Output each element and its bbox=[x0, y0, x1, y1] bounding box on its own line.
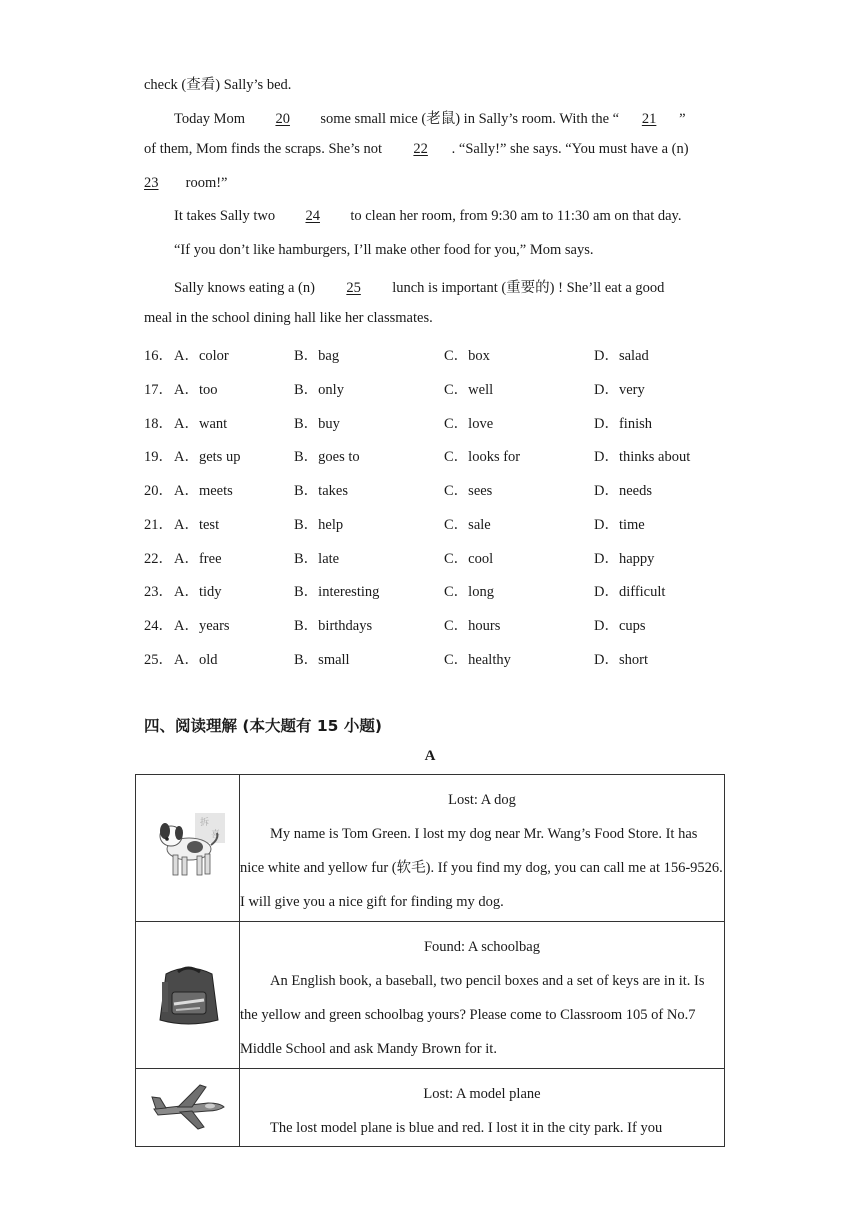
passage-line bbox=[174, 276, 664, 297]
option-a: A．color bbox=[174, 348, 229, 364]
option-c: C．healthy bbox=[444, 652, 511, 668]
passage-line: “If you don’t like hamburgers, I’ll make other food for you,” Mom says. bbox=[174, 242, 594, 258]
option-c: C．cool bbox=[444, 551, 494, 567]
question-18-options bbox=[144, 412, 724, 432]
question-16-options bbox=[144, 344, 724, 364]
option-a: A．years bbox=[174, 618, 230, 634]
option-b: B．only bbox=[294, 382, 344, 398]
option-c: C．box bbox=[444, 348, 490, 364]
notice-image-cell bbox=[136, 775, 240, 922]
notice-body: The lost model plane is blue and red. I lost it in the city park. If you bbox=[270, 1120, 663, 1136]
notice-body: An English book, a baseball, two pencil boxes and a set of keys are in it. Is the yellow and green schoolbag yours? Please come to Classroom 105 of No.7 Middle School and ask Mandy Brown for it. bbox=[240, 973, 705, 1057]
notice-title: Found: A schoolbag bbox=[423, 939, 540, 955]
notice-text-cell bbox=[240, 1069, 725, 1147]
schoolbag-photo-icon bbox=[148, 962, 228, 1032]
option-a: A．too bbox=[174, 382, 218, 398]
dog-photo-icon bbox=[145, 809, 231, 889]
passage-text: some small mice (老鼠) in Sally’s room. With the “ bbox=[320, 111, 620, 127]
question-number: 16． bbox=[144, 348, 173, 364]
passage-label: A bbox=[424, 748, 436, 764]
notice-text-cell bbox=[240, 922, 725, 1069]
question-number: 22． bbox=[144, 551, 173, 567]
passage-line bbox=[144, 175, 228, 192]
notice-body: My name is Tom Green. I lost my dog near Mr. Wang’s Food Store. It has nice white and yellow fur (软毛). If you find my dog, you can call me at 156-9526. I will give you a nice gift for finding my dog. bbox=[240, 826, 723, 910]
option-c: C．sees bbox=[444, 483, 493, 499]
option-d: D．short bbox=[594, 652, 648, 668]
passage-text: of them, Mom finds the scraps. She’s not bbox=[144, 141, 383, 157]
option-b: B．bag bbox=[294, 348, 340, 364]
question-20-options bbox=[144, 479, 724, 499]
passage-line: check (查看) Sally’s bed. bbox=[144, 77, 292, 93]
option-b: B．help bbox=[294, 517, 344, 533]
blank-21: 21 bbox=[641, 111, 657, 127]
passage-text: Sally knows eating a (n) bbox=[174, 280, 315, 296]
option-b: B．small bbox=[294, 652, 350, 668]
question-number: 17． bbox=[144, 382, 173, 398]
option-c: C．looks for bbox=[444, 449, 521, 465]
option-c: C．love bbox=[444, 416, 494, 432]
passage-text: . “Sally!” she says. “You must have a (n) bbox=[451, 141, 689, 157]
section-title: 四、阅读理解 (本大题有 15 小题) bbox=[144, 717, 382, 735]
question-25-options bbox=[144, 648, 724, 668]
svg-text:拆: 拆 bbox=[199, 818, 209, 828]
passage-line bbox=[174, 107, 686, 128]
model-plane-photo-icon bbox=[148, 1079, 228, 1135]
notice-image-cell bbox=[136, 922, 240, 1069]
notice-row bbox=[136, 922, 725, 1069]
passage-text: to clean her room, from 9:30 am to 11:30 am on that day. bbox=[350, 208, 682, 224]
question-number: 19． bbox=[144, 449, 173, 465]
blank-23: 23 bbox=[144, 175, 159, 191]
option-b: B．goes to bbox=[294, 449, 360, 465]
passage-text: It takes Sally two bbox=[174, 208, 276, 224]
option-a: A．old bbox=[174, 652, 218, 668]
question-number: 18． bbox=[144, 416, 173, 432]
question-number: 24． bbox=[144, 618, 173, 634]
svg-text:喜: 喜 bbox=[210, 830, 220, 840]
blank-22: 22 bbox=[413, 141, 428, 157]
option-a: A．want bbox=[174, 416, 228, 432]
notice-title: Lost: A model plane bbox=[423, 1086, 541, 1102]
option-b: B．buy bbox=[294, 416, 340, 432]
option-d: D．difficult bbox=[594, 584, 666, 600]
option-d: D．salad bbox=[594, 348, 649, 364]
option-d: D．time bbox=[594, 517, 645, 533]
question-number: 20． bbox=[144, 483, 173, 499]
option-a: A．free bbox=[174, 551, 222, 567]
blank-24: 24 bbox=[305, 208, 320, 224]
option-a: A．tidy bbox=[174, 584, 222, 600]
question-24-options bbox=[144, 614, 724, 634]
option-d: D．finish bbox=[594, 416, 652, 432]
option-b: B．interesting bbox=[294, 584, 380, 600]
option-c: C．well bbox=[444, 382, 494, 398]
question-number: 23． bbox=[144, 584, 173, 600]
question-22-options bbox=[144, 547, 724, 567]
notices-table bbox=[135, 774, 725, 1147]
notice-image-cell bbox=[136, 1069, 240, 1147]
option-b: B．takes bbox=[294, 483, 348, 499]
passage-line bbox=[174, 208, 681, 225]
passage-line: meal in the school dining hall like her classmates. bbox=[144, 310, 433, 326]
option-c: C．long bbox=[444, 584, 494, 600]
option-a: A．meets bbox=[174, 483, 233, 499]
option-c: C．hours bbox=[444, 618, 501, 634]
option-a: A．test bbox=[174, 517, 220, 533]
option-d: D．very bbox=[594, 382, 645, 398]
option-d: D．cups bbox=[594, 618, 646, 634]
option-b: B．birthdays bbox=[294, 618, 373, 634]
notice-title: Lost: A dog bbox=[448, 792, 516, 808]
passage-line bbox=[144, 141, 689, 158]
question-number: 21． bbox=[144, 517, 173, 533]
passage-text: ” bbox=[679, 111, 686, 127]
question-number: 25． bbox=[144, 652, 173, 668]
question-21-options bbox=[144, 513, 724, 533]
passage-text: room!” bbox=[185, 175, 228, 191]
notice-text-cell bbox=[240, 775, 725, 922]
blank-20: 20 bbox=[275, 111, 290, 127]
option-a: A．gets up bbox=[174, 449, 241, 465]
option-d: D．thinks about bbox=[594, 449, 691, 465]
passage-text: Today Mom bbox=[174, 111, 246, 127]
option-d: D．happy bbox=[594, 551, 655, 567]
question-17-options bbox=[144, 378, 724, 398]
notice-row bbox=[136, 1069, 725, 1147]
passage-text: lunch is important (重要的) ! She’ll eat a good bbox=[392, 280, 665, 296]
option-c: C．sale bbox=[444, 517, 491, 533]
notice-row bbox=[136, 775, 725, 922]
option-d: D．needs bbox=[594, 483, 652, 499]
question-19-options bbox=[144, 445, 724, 465]
option-b: B．late bbox=[294, 551, 340, 567]
question-23-options bbox=[144, 580, 724, 600]
blank-25: 25 bbox=[346, 280, 361, 296]
